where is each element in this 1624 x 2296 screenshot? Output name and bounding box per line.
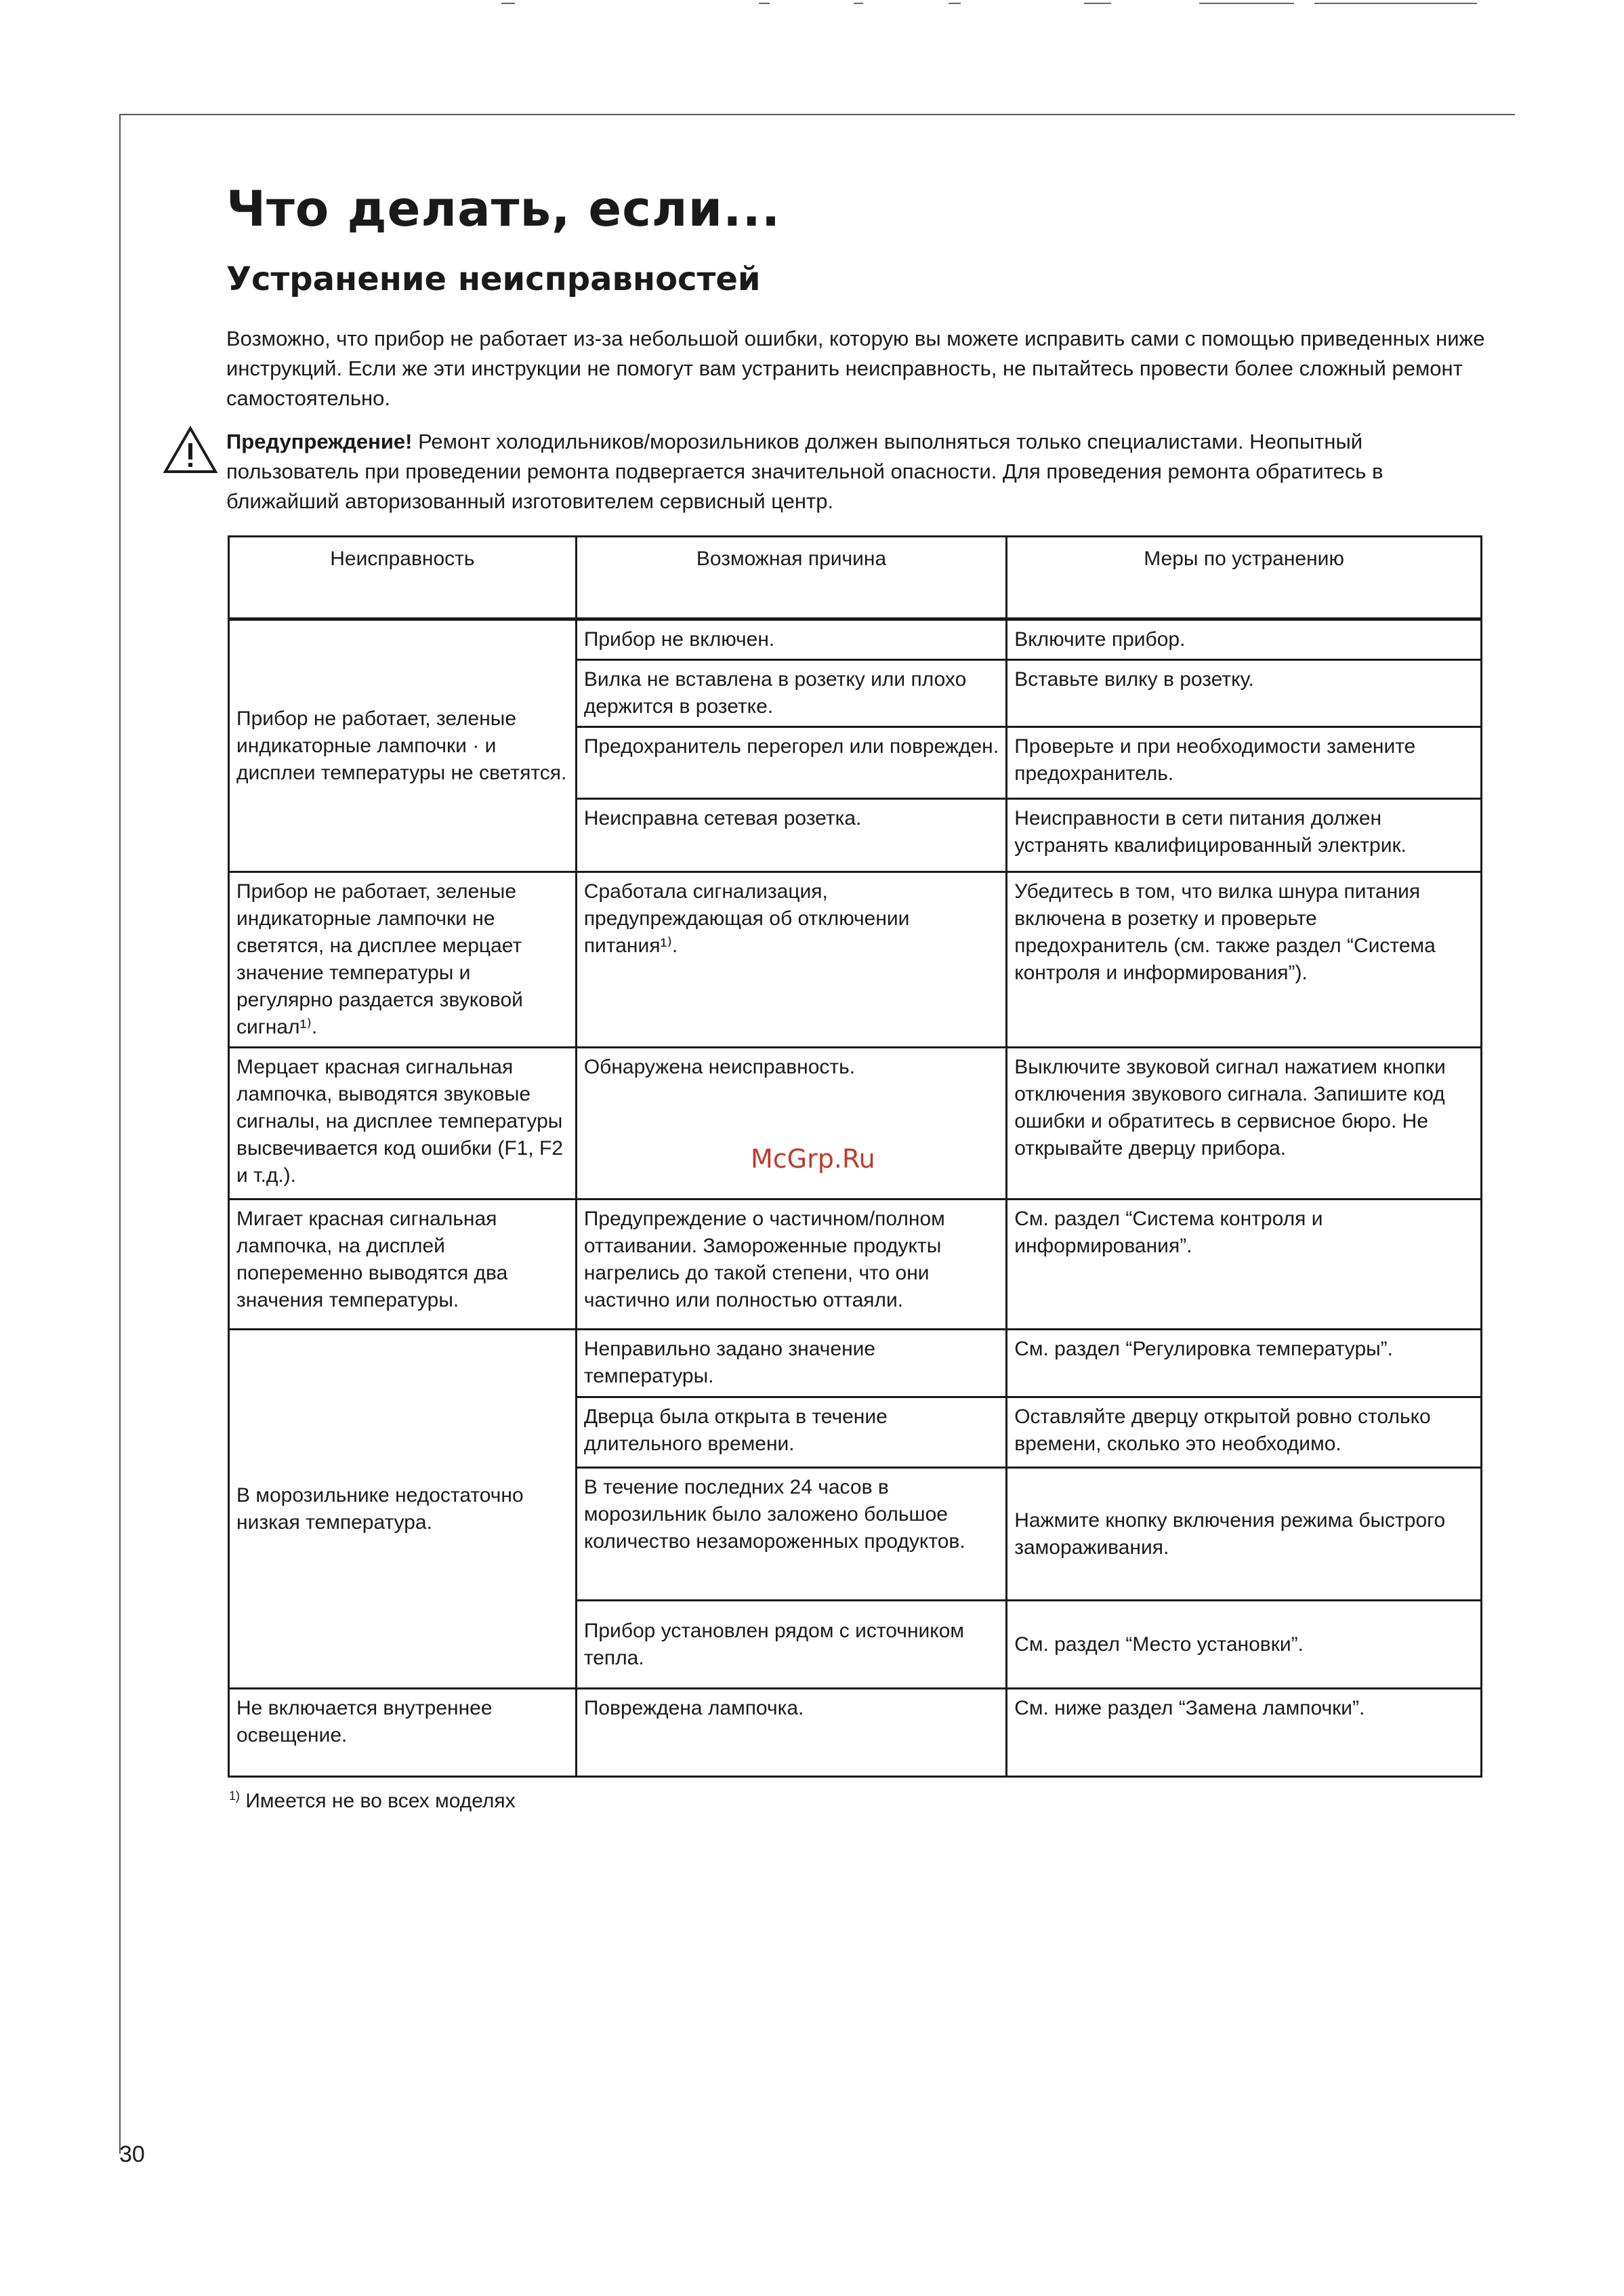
cause-cell: Обнаружена неисправность. [576, 1048, 1006, 1200]
warning-triangle-icon [161, 424, 220, 477]
watermark: McGrp.Ru [751, 1144, 875, 1174]
page-number: 30 [119, 2141, 145, 2167]
header-remedy: Меры по устранению [1007, 537, 1482, 619]
problem-cell: Не включается внутреннее освещение. [229, 1689, 577, 1777]
remedy-cell: См. раздел “Система контроля и информирования”. [1007, 1200, 1482, 1330]
cause-cell: Прибор не включен. [576, 619, 1006, 660]
cause-cell: Прибор установлен рядом с источником тепла. [576, 1601, 1006, 1689]
remedy-cell: См. раздел “Регулировка температуры”. [1007, 1330, 1482, 1397]
scan-marks [501, 0, 1585, 9]
remedy-cell: См. раздел “Место установки”. [1007, 1601, 1482, 1689]
remedy-cell: Выключите звуковой сигнал нажатием кнопки отключения звукового сигнала. Запишите код ошибки и обратитесь в сервисное бюро. Не открывайте дверцу прибора. [1007, 1048, 1482, 1200]
cause-cell: Предохранитель перегорел или поврежден. [576, 727, 1006, 799]
cause-cell: Сработала сигнализация, предупреждающая об отключении питания¹⁾. [576, 872, 1006, 1048]
cause-cell: Предупреждение о частичном/полном оттаивании. Замороженные продукты нагрелись до такой степени, что они частично или полностью оттаяли. [576, 1200, 1006, 1330]
footnote-text: Имеется не во всех моделях [240, 1790, 516, 1812]
page-title: Что делать, если... [226, 180, 781, 237]
table-row [229, 1200, 1482, 1330]
remedy-cell: Включите прибор. [1007, 619, 1482, 660]
cause-cell: Дверца была открыта в течение длительного времени. [576, 1397, 1006, 1468]
page-subtitle: Устранение неисправностей [226, 260, 761, 298]
warning-label: Предупреждение! [226, 430, 413, 453]
header-cause: Возможная причина [576, 537, 1006, 619]
footnote [229, 1789, 516, 1813]
problem-cell: Прибор не работает, зеленые индикаторные лампочки · и дисплеи температуры не светятся. [229, 619, 577, 872]
warning-paragraph [226, 427, 1486, 516]
remedy-cell: Неисправности в сети питания должен устранять квалифицированный электрик. [1007, 799, 1482, 872]
problem-cell: Мерцает красная сигнальная лампочка, выводятся звуковые сигналы, на дисплее температуры высвечивается код ошибки (F1, F2 и т.д.). [229, 1048, 577, 1200]
header-problem: Неисправность [229, 537, 577, 619]
problem-cell: Мигает красная сигнальная лампочка, на дисплей попеременно выводятся два значения температуры. [229, 1200, 577, 1330]
remedy-cell: Проверьте и при необходимости замените предохранитель. [1007, 727, 1482, 799]
remedy-cell: Оставляйте дверцу открытой ровно столько времени, сколько это необходимо. [1007, 1397, 1482, 1468]
intro-paragraph: Возможно, что прибор не работает из-за небольшой ошибки, которую вы можете исправить сами с помощью приведенных ниже инструкций. Если же эти инструкции не помогут вам устранить неисправность, не пытайтесь провести более сложный ремонт самостоятельно. [226, 327, 1485, 410]
warning-text: Ремонт холодильников/морозильников должен выполняться только специалистами. Неопытный пользователь при проведении ремонта подвергается значительной опасности. Для проведения ремонта обратитесь в ближайший авторизованный изготовителем сервисный центр. [226, 430, 1383, 513]
table-row [229, 1689, 1482, 1777]
cause-cell: Неправильно задано значение температуры. [576, 1330, 1006, 1397]
table-row [229, 1330, 1482, 1397]
table-row [229, 1048, 1482, 1200]
table-row [229, 872, 1482, 1048]
remedy-cell: Вставьте вилку в розетку. [1007, 660, 1482, 727]
table-row [229, 619, 1482, 660]
cause-cell: Вилка не вставлена в розетку или плохо держится в розетке. [576, 660, 1006, 727]
footnote-mark: 1) [229, 1789, 241, 1803]
remedy-cell: Убедитесь в том, что вилка шнура питания включена в розетку и проверьте предохранитель (см. также раздел “Система контроля и информирования”). [1007, 872, 1482, 1048]
remedy-cell: Нажмите кнопку включения режима быстрого замораживания. [1007, 1468, 1482, 1601]
cause-cell: Неисправна сетевая розетка. [576, 799, 1006, 872]
cause-cell: В течение последних 24 часов в морозильник было заложено большое количество незамороженных продуктов. [576, 1468, 1006, 1601]
problem-cell: В морозильнике недостаточно низкая температура. [229, 1330, 577, 1689]
left-margin-rule [119, 114, 121, 2154]
table-header-row [229, 537, 1482, 619]
problem-cell: Прибор не работает, зеленые индикаторные лампочки не светятся, на дисплее мерцает значение температуры и регулярно раздается звуковой сигнал¹⁾. [229, 872, 577, 1048]
top-rule [119, 114, 1515, 115]
remedy-cell: См. ниже раздел “Замена лампочки”. [1007, 1689, 1482, 1777]
cause-cell: Повреждена лампочка. [576, 1689, 1006, 1777]
